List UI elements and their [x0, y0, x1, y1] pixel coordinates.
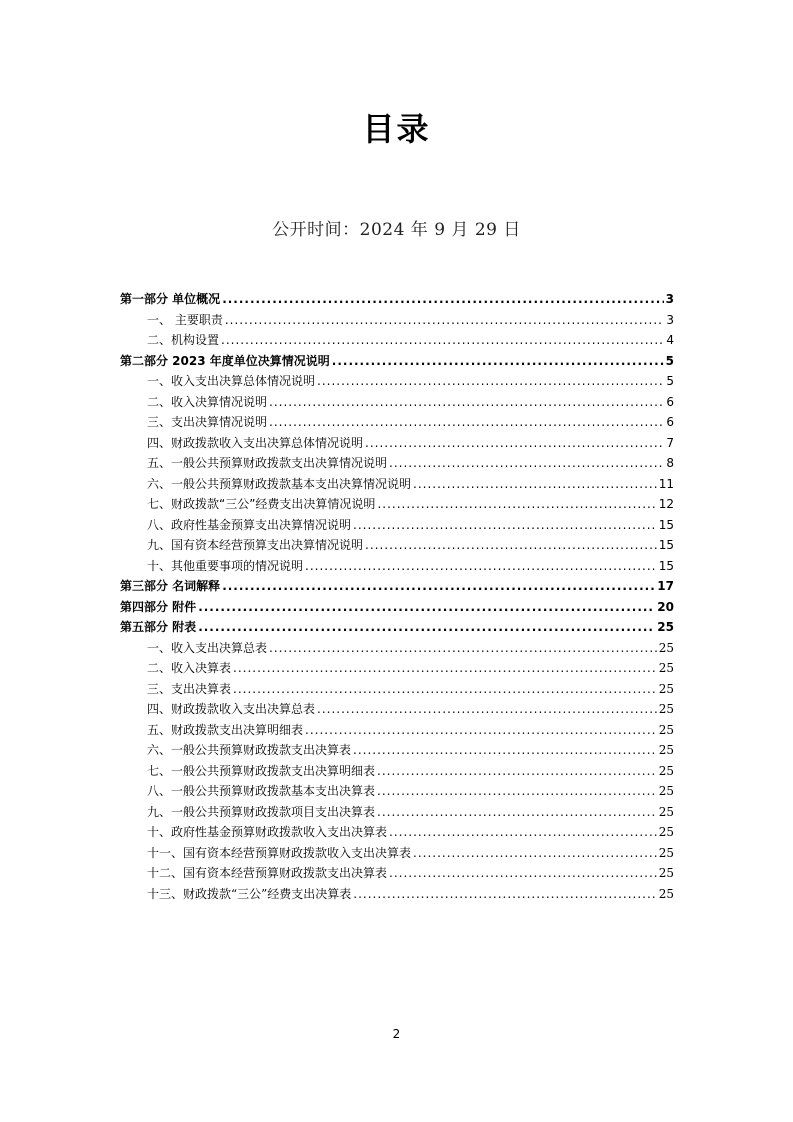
- toc-entry-page-number: 15: [658, 558, 674, 573]
- toc-entry-page-number: 5: [665, 353, 674, 368]
- toc-subsection-entry[interactable]: [120, 310, 674, 331]
- toc-entry-label: 七、一般公共预算财政拨款支出决算明细表: [147, 763, 376, 778]
- toc-entry-label: 一、收入支出决算总体情况说明: [147, 374, 316, 388]
- toc-dot-leader: [353, 515, 657, 536]
- toc-section-entry[interactable]: [120, 617, 674, 638]
- toc-entry-page-number: 25: [657, 620, 674, 634]
- toc-entry-page-number: 25: [658, 804, 674, 819]
- toc-subsection-entry[interactable]: [120, 740, 674, 761]
- toc-subsection-entry[interactable]: [120, 699, 674, 720]
- toc-entry-label: 九、国有资本经营预算支出决算情况说明: [147, 538, 364, 552]
- toc-dot-leader: [413, 843, 657, 864]
- toc-entry-page-number: 5: [666, 374, 674, 388]
- toc-entry-page-number: 25: [658, 763, 674, 778]
- toc-dot-leader: [233, 658, 657, 679]
- toc-dot-leader: [225, 310, 665, 331]
- toc-dot-leader: [222, 289, 663, 310]
- toc-entry-label: 三、支出决算情况说明: [147, 415, 268, 429]
- toc-entry-label: 十、其他重要事项的情况说明: [147, 558, 304, 573]
- toc-dot-leader: [389, 453, 664, 474]
- toc-entry-label: 五、财政拨款支出决算明细表: [147, 722, 304, 737]
- toc-section-entry[interactable]: [120, 597, 674, 618]
- toc-dot-leader: [365, 433, 664, 454]
- toc-dot-leader: [269, 392, 664, 413]
- toc-section-entry[interactable]: [120, 576, 674, 597]
- toc-entry-label: 六、一般公共预算财政拨款支出决算表: [147, 743, 352, 757]
- toc-entry-label: 七、财政拨款“三公”经费支出决算情况说明: [147, 497, 376, 511]
- toc-subsection-entry[interactable]: [120, 884, 674, 905]
- toc-dot-leader: [377, 781, 657, 802]
- toc-subsection-entry[interactable]: [120, 392, 674, 413]
- toc-entry-label: 四、财政拨款收入支出决算总表: [147, 702, 316, 716]
- toc-dot-leader: [365, 535, 657, 556]
- toc-entry-page-number: 12: [658, 497, 674, 511]
- toc-entry-page-number: 15: [658, 538, 674, 552]
- toc-entry-page-number: 6: [666, 415, 674, 429]
- toc-dot-leader: [389, 822, 657, 843]
- toc-entry-label: 三、支出决算表: [147, 681, 232, 696]
- toc-entry-page-number: 3: [665, 292, 674, 306]
- toc-subsection-entry[interactable]: [120, 658, 674, 679]
- toc-dot-leader: [233, 679, 657, 700]
- page-number: 2: [392, 1027, 401, 1041]
- toc-entry-label: 第四部分 附件: [120, 599, 197, 614]
- toc-entry-page-number: 25: [658, 722, 674, 737]
- toc-entry-page-number: 17: [657, 579, 674, 593]
- toc-subsection-entry[interactable]: [120, 433, 674, 454]
- toc-subsection-entry[interactable]: [120, 679, 674, 700]
- toc-entry-label: 十二、国有资本经营预算财政拨款支出决算表: [147, 866, 388, 880]
- toc-entry-page-number: 6: [666, 394, 674, 409]
- toc-subsection-entry[interactable]: [120, 863, 674, 884]
- publish-date: 公开时间：2024 年 9 月 29 日: [272, 220, 521, 240]
- toc-entry-label: 第一部分 单位概况: [120, 292, 221, 306]
- toc-dot-leader: [305, 556, 657, 577]
- toc-dot-leader: [198, 617, 655, 638]
- toc-entry-label: 十一、国有资本经营预算财政拨款收入支出决算表: [147, 845, 412, 860]
- toc-entry-page-number: 25: [658, 784, 674, 798]
- toc-entry-page-number: 11: [658, 476, 674, 491]
- toc-subsection-entry[interactable]: [120, 535, 674, 556]
- toc-entry-page-number: 25: [658, 866, 674, 880]
- toc-dot-leader: [377, 802, 657, 823]
- toc-subsection-entry[interactable]: [120, 371, 674, 392]
- toc-dot-leader: [413, 474, 657, 495]
- toc-dot-leader: [353, 740, 657, 761]
- toc-subsection-entry[interactable]: [120, 802, 674, 823]
- toc-dot-leader: [221, 330, 664, 351]
- toc-dot-leader: [377, 494, 656, 515]
- toc-subsection-entry[interactable]: [120, 474, 674, 495]
- toc-dot-leader: [317, 699, 657, 720]
- toc-subsection-entry[interactable]: [120, 843, 674, 864]
- toc-entry-page-number: 7: [666, 435, 674, 450]
- toc-entry-page-number: 15: [658, 517, 674, 532]
- page-title: 目录: [362, 110, 431, 148]
- toc-subsection-entry[interactable]: [120, 822, 674, 843]
- toc-entry-label: 十、政府性基金预算财政拨款收入支出决算表: [147, 825, 388, 839]
- toc-subsection-entry[interactable]: [120, 781, 674, 802]
- toc-dot-leader: [353, 884, 656, 905]
- toc-subsection-entry[interactable]: [120, 494, 674, 515]
- toc-entry-label: 九、一般公共预算财政拨款项目支出决算表: [147, 804, 376, 819]
- toc-entry-label: 八、政府性基金预算支出决算情况说明: [147, 517, 352, 532]
- toc-dot-leader: [269, 412, 664, 433]
- table-of-contents: [120, 289, 674, 904]
- toc-entry-page-number: 25: [658, 640, 674, 655]
- toc-entry-label: 二、收入决算情况说明: [147, 394, 268, 409]
- toc-entry-label: 六、一般公共预算财政拨款基本支出决算情况说明: [147, 476, 412, 491]
- toc-entry-page-number: 8: [666, 456, 674, 470]
- toc-subsection-entry[interactable]: [120, 720, 674, 741]
- toc-dot-leader: [269, 638, 657, 659]
- toc-subsection-entry[interactable]: [120, 556, 674, 577]
- toc-entry-label: 第二部分 2023 年度单位决算情况说明: [120, 353, 330, 368]
- toc-dot-leader: [305, 720, 657, 741]
- toc-subsection-entry[interactable]: [120, 330, 674, 351]
- toc-entry-label: 第三部分 名词解释: [120, 579, 221, 593]
- toc-entry-label: 二、收入决算表: [147, 661, 232, 675]
- toc-entry-page-number: 20: [657, 599, 674, 614]
- toc-entry-page-number: 25: [658, 825, 674, 839]
- toc-subsection-entry[interactable]: [120, 638, 674, 659]
- toc-entry-page-number: 3: [666, 312, 674, 327]
- toc-subsection-entry[interactable]: [120, 761, 674, 782]
- toc-entry-page-number: 25: [658, 886, 674, 901]
- toc-entry-page-number: 4: [666, 333, 674, 347]
- toc-subsection-entry[interactable]: [120, 453, 674, 474]
- toc-subsection-entry[interactable]: [120, 515, 674, 536]
- toc-section-entry[interactable]: [120, 351, 674, 372]
- toc-entry-label: 五、一般公共预算财政拨款支出决算情况说明: [147, 456, 388, 470]
- toc-entry-page-number: 25: [658, 845, 674, 860]
- toc-dot-leader: [222, 576, 655, 597]
- toc-entry-page-number: 25: [658, 743, 674, 757]
- toc-section-entry[interactable]: [120, 289, 674, 310]
- toc-entry-page-number: 25: [658, 681, 674, 696]
- toc-entry-label: 一、 主要职责: [147, 312, 223, 327]
- toc-dot-leader: [317, 371, 664, 392]
- toc-dot-leader: [389, 863, 657, 884]
- toc-entry-label: 第五部分 附表: [120, 620, 197, 634]
- toc-dot-leader: [198, 597, 655, 618]
- toc-entry-label: 八、一般公共预算财政拨款基本支出决算表: [147, 784, 376, 798]
- toc-entry-label: 二、机构设置: [147, 333, 220, 347]
- toc-entry-page-number: 25: [658, 702, 674, 716]
- toc-dot-leader: [332, 351, 664, 372]
- toc-entry-label: 一、收入支出决算总表: [147, 640, 268, 655]
- toc-dot-leader: [377, 761, 657, 782]
- toc-entry-label: 十三、财政拨款“三公”经费支出决算表: [147, 886, 352, 901]
- toc-subsection-entry[interactable]: [120, 412, 674, 433]
- toc-entry-page-number: 25: [658, 661, 674, 675]
- toc-entry-label: 四、财政拨款收入支出决算总体情况说明: [147, 435, 364, 450]
